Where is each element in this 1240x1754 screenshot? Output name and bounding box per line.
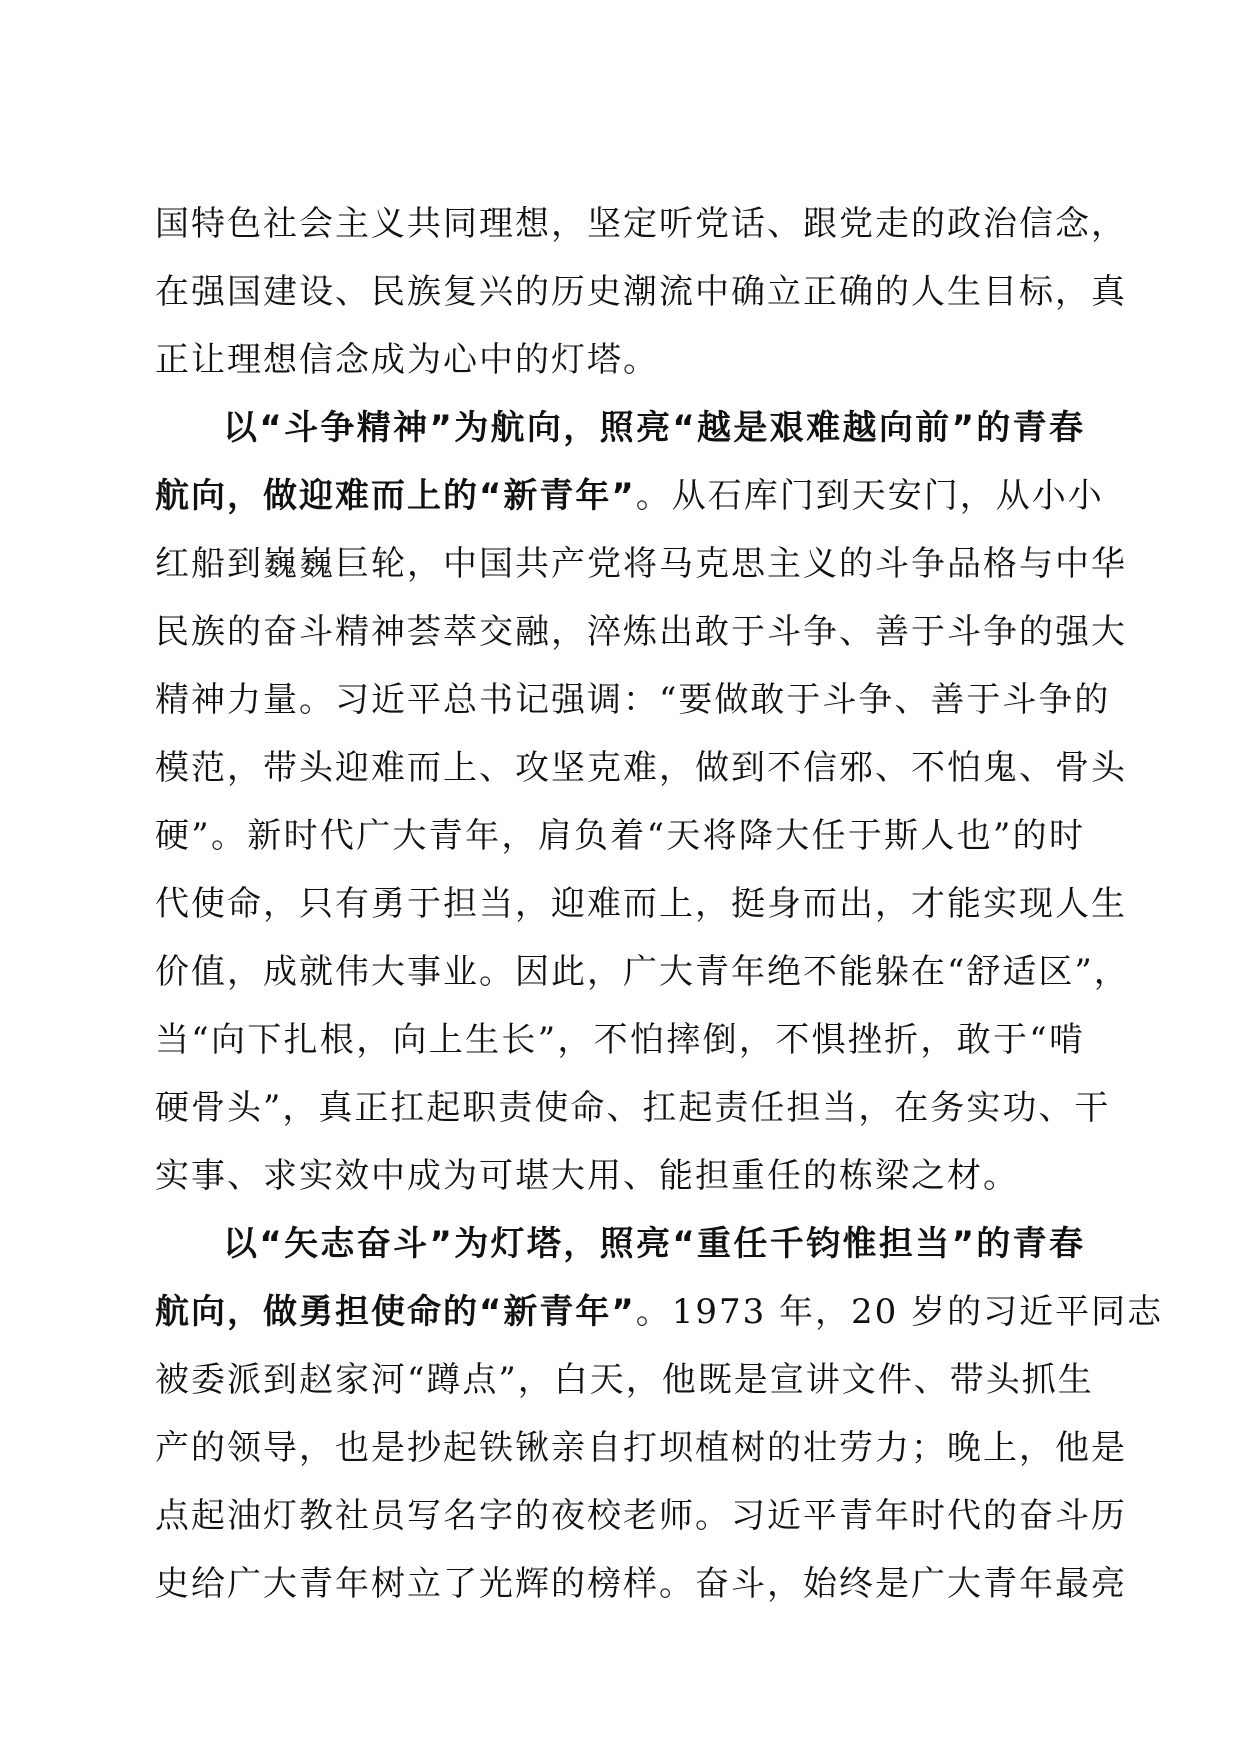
paragraph-line: 红船到巍巍巨轮，中国共产党将马克思主义的斗争品格与中华	[155, 544, 1127, 584]
paragraph-line: 当“向下扎根，向上生长”，不怕摔倒，不惧挫折，敢于“啃	[155, 1020, 1085, 1060]
paragraph-heading-line: 以“斗争精神”为航向，照亮“越是艰难越向前”的青春	[223, 408, 1085, 448]
paragraph-2	[155, 394, 1130, 1210]
paragraph-line: 硬”。新时代广大青年，肩负着“天将降大任于斯人也”的时	[155, 816, 1085, 856]
paragraph-line: 硬骨头”，真正扛起职责使命、扛起责任担当，在务实功、干	[155, 1088, 1111, 1128]
paragraph-line: 国特色社会主义共同理想，坚定听党话、跟党走的政治信念，	[155, 204, 1127, 244]
paragraph-line: 代使命，只有勇于担当，迎难而上，挺身而出，才能实现人生	[155, 884, 1127, 924]
paragraph-heading-tail: 航向，做勇担使命的“新青年”	[155, 1292, 636, 1332]
paragraph-line: 精神力量。习近平总书记强调：“要做敢于斗争、善于斗争的	[155, 680, 1111, 720]
paragraph-line-rest: 。1973 年，20 岁的习近平同志	[635, 1292, 1164, 1332]
paragraph-line: 点起油灯教社员写名字的夜校老师。习近平青年时代的奋斗历	[155, 1496, 1127, 1536]
paragraph-line: 产的领导，也是抄起铁锹亲自打坝植树的壮劳力；晚上，他是	[155, 1428, 1127, 1468]
paragraph-heading-tail: 航向，做迎难而上的“新青年”	[155, 476, 636, 516]
paragraph-heading-line: 以“矢志奋斗”为灯塔，照亮“重任千钧惟担当”的青春	[223, 1224, 1085, 1264]
paragraph-line: 模范，带头迎难而上、攻坚克难，做到不信邪、不怕鬼、骨头	[155, 748, 1127, 788]
paragraph-line: 在强国建设、民族复兴的历史潮流中确立正确的人生目标，真	[155, 272, 1127, 312]
paragraph-line-rest: 。从石库门到天安门，从小小	[635, 476, 1104, 516]
paragraph-3	[155, 1210, 1164, 1618]
paragraph-line: 民族的奋斗精神荟萃交融，淬炼出敢于斗争、善于斗争的强大	[155, 612, 1127, 652]
paragraph-line: 被委派到赵家河“蹲点”，白天，他既是宣讲文件、带头抓生	[155, 1360, 1094, 1400]
paragraph-line: 价值，成就伟大事业。因此，广大青年绝不能躲在“舒适区”，	[155, 952, 1130, 992]
paragraph-line: 实事、求实效中成为可堪大用、能担重任的栋梁之材。	[155, 1156, 1019, 1196]
paragraph-1	[155, 190, 1127, 394]
paragraph-line: 正让理想信念成为心中的灯塔。	[155, 340, 659, 380]
paragraph-line: 史给广大青年树立了光辉的榜样。奋斗，始终是广大青年最亮	[155, 1564, 1127, 1604]
document-body	[155, 190, 1164, 1618]
paragraph-line	[155, 462, 1104, 530]
paragraph-line	[155, 1278, 1164, 1346]
